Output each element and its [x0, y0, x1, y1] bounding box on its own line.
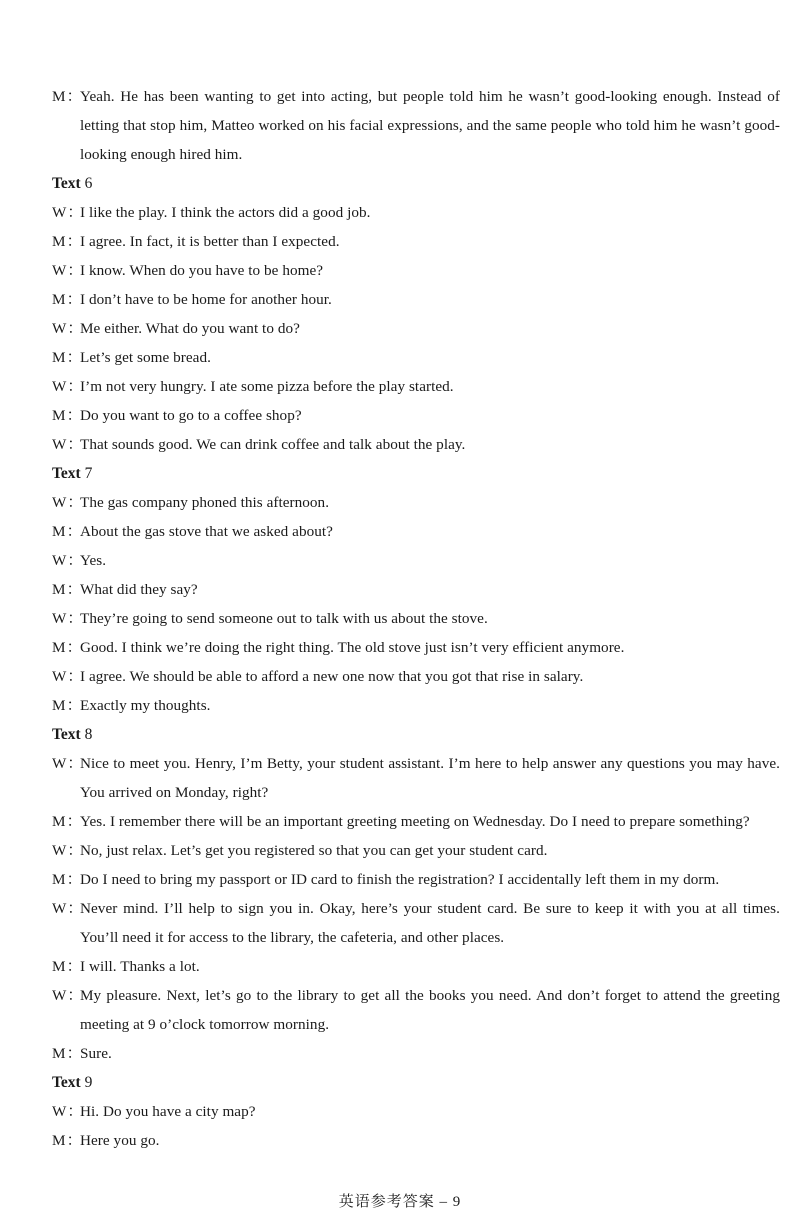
dialogue-line — [52, 662, 780, 691]
dialogue-text: The gas company phoned this afternoon. — [80, 494, 330, 511]
section-heading-number: 9 — [84, 1074, 93, 1091]
dialogue-line — [52, 372, 780, 401]
section-heading — [52, 720, 780, 749]
speaker-name: M — [52, 233, 66, 250]
speaker-label — [52, 285, 82, 314]
speaker-name: M — [52, 581, 66, 598]
dialogue-text: I agree. In fact, it is better than I expected. — [80, 233, 340, 250]
speaker-separator: ： — [67, 987, 83, 1004]
speaker-name: M — [52, 813, 66, 830]
speaker-label — [52, 401, 82, 430]
speaker-separator: ： — [66, 1132, 82, 1149]
dialogue-text: Here you go. — [80, 1132, 160, 1149]
section-heading-number: 7 — [84, 465, 93, 482]
speaker-label — [52, 227, 82, 256]
speaker-separator: ： — [67, 262, 83, 279]
dialogue-text: Nice to meet you. Henry, I’m Betty, your student assistant. I’m here to help answer any questions you may have. You arrived on Monday, right? — [80, 755, 780, 801]
dialogue-text: I agree. We should be able to afford a new one now that you got that rise in salary. — [80, 668, 584, 685]
speaker-label — [52, 865, 82, 894]
speaker-label — [52, 430, 83, 459]
section-heading-number: 8 — [84, 726, 93, 743]
dialogue-line — [52, 488, 780, 517]
dialogue-line — [52, 981, 780, 1039]
dialogue-line — [52, 227, 780, 256]
dialogue-text: Yeah. He has been wanting to get into acting, but people told him he wasn’t good-looking enough. Instead of letting that stop him, Matteo worked on his facial expressions, and the same people who told him he wasn’t good-looking enough hired him. — [80, 88, 780, 163]
dialogue-text: Yes. — [80, 552, 107, 569]
dialogue-line — [52, 604, 780, 633]
speaker-separator: ： — [67, 900, 83, 917]
dialogue-text: I’m not very hungry. I ate some pizza before the play started. — [80, 378, 454, 395]
speaker-separator: ： — [66, 349, 82, 366]
speaker-name: M — [52, 1132, 66, 1149]
speaker-name: W — [52, 552, 67, 569]
speaker-separator: ： — [67, 320, 83, 337]
dialogue-line — [52, 952, 780, 981]
speaker-label — [52, 256, 83, 285]
speaker-name: M — [52, 88, 66, 105]
speaker-separator: ： — [66, 1045, 82, 1062]
speaker-separator: ： — [66, 813, 82, 830]
dialogue-line — [52, 546, 780, 575]
section-heading — [52, 169, 780, 198]
speaker-label — [52, 952, 82, 981]
speaker-separator: ： — [66, 523, 82, 540]
dialogue-line — [52, 285, 780, 314]
speaker-separator: ： — [67, 552, 83, 569]
dialogue-text: They’re going to send someone out to talk with us about the stove. — [80, 610, 488, 627]
section-heading — [52, 459, 780, 488]
dialogue-text: Exactly my thoughts. — [80, 697, 211, 714]
speaker-separator: ： — [67, 842, 83, 859]
speaker-label — [52, 1097, 83, 1126]
dialogue-line — [52, 314, 780, 343]
speaker-name: W — [52, 262, 67, 279]
speaker-label — [52, 1039, 82, 1068]
speaker-label — [52, 981, 83, 1010]
speaker-name: M — [52, 523, 66, 540]
speaker-separator: ： — [66, 581, 82, 598]
dialogue-text: I don’t have to be home for another hour. — [80, 291, 332, 308]
section-heading-label: Text — [52, 175, 81, 192]
dialogue-text: I will. Thanks a lot. — [80, 958, 200, 975]
speaker-name: M — [52, 349, 66, 366]
dialogue-line — [52, 807, 780, 836]
speaker-name: M — [52, 639, 66, 656]
dialogue-text: Do I need to bring my passport or ID card to finish the registration? I accidentally left them in my dorm. — [80, 871, 720, 888]
speaker-separator: ： — [66, 88, 82, 105]
speaker-name: W — [52, 320, 67, 337]
speaker-label — [52, 604, 83, 633]
speaker-name: W — [52, 1103, 67, 1120]
speaker-label — [52, 633, 82, 662]
speaker-separator: ： — [66, 233, 82, 250]
dialogue-text: What did they say? — [80, 581, 198, 598]
dialogue-text: Yes. I remember there will be an important greeting meeting on Wednesday. Do I need to prepare something? — [80, 813, 750, 830]
section-heading-label: Text — [52, 465, 81, 482]
dialogue-line — [52, 836, 780, 865]
speaker-separator: ： — [66, 958, 82, 975]
section-heading — [52, 1068, 780, 1097]
speaker-name: W — [52, 755, 67, 772]
speaker-name: M — [52, 958, 66, 975]
speaker-name: W — [52, 610, 67, 627]
dialogue-text: Me either. What do you want to do? — [80, 320, 300, 337]
speaker-name: M — [52, 291, 66, 308]
dialogue-text: Do you want to go to a coffee shop? — [80, 407, 302, 424]
speaker-name: W — [52, 668, 67, 685]
speaker-label — [52, 517, 82, 546]
speaker-label — [52, 894, 83, 923]
speaker-name: M — [52, 1045, 66, 1062]
speaker-label — [52, 1126, 82, 1155]
speaker-name: W — [52, 987, 67, 1004]
speaker-label — [52, 546, 83, 575]
speaker-label — [52, 372, 83, 401]
dialogue-line — [52, 401, 780, 430]
dialogue-line — [52, 633, 780, 662]
speaker-name: W — [52, 494, 67, 511]
dialogue-line — [52, 198, 780, 227]
speaker-separator: ： — [67, 204, 83, 221]
speaker-name: W — [52, 378, 67, 395]
dialogue-text: I know. When do you have to be home? — [80, 262, 324, 279]
speaker-separator: ： — [67, 610, 83, 627]
speaker-label — [52, 314, 83, 343]
speaker-label — [52, 691, 82, 720]
dialogue-line — [52, 749, 780, 807]
speaker-label — [52, 749, 83, 778]
speaker-name: M — [52, 407, 66, 424]
speaker-name: M — [52, 697, 66, 714]
speaker-separator: ： — [67, 1103, 83, 1120]
dialogue-text: Let’s get some bread. — [80, 349, 211, 366]
speaker-label — [52, 82, 82, 111]
section-heading-label: Text — [52, 726, 81, 743]
dialogue-line — [52, 865, 780, 894]
dialogue-line — [52, 82, 780, 169]
speaker-separator: ： — [66, 697, 82, 714]
dialogue-text: That sounds good. We can drink coffee and talk about the play. — [80, 436, 466, 453]
speaker-separator: ： — [67, 436, 83, 453]
dialogue-text: Hi. Do you have a city map? — [80, 1103, 256, 1120]
dialogue-line — [52, 1126, 780, 1155]
dialogue-line — [52, 1097, 780, 1126]
dialogue-text: I like the play. I think the actors did a good job. — [80, 204, 371, 221]
speaker-separator: ： — [67, 494, 83, 511]
speaker-separator: ： — [67, 668, 83, 685]
speaker-label — [52, 343, 82, 372]
dialogue-line — [52, 894, 780, 952]
speaker-label — [52, 575, 82, 604]
dialogue-text: My pleasure. Next, let’s go to the library to get all the books you need. And don’t forget to attend the greeting meeting at 9 o’clock tomorrow morning. — [80, 987, 780, 1033]
dialogue-line — [52, 430, 780, 459]
speaker-label — [52, 836, 83, 865]
dialogue-text: Good. I think we’re doing the right thing. The old stove just isn’t very efficient anymore. — [80, 639, 625, 656]
speaker-separator: ： — [67, 755, 83, 772]
speaker-name: M — [52, 871, 66, 888]
speaker-separator: ： — [67, 378, 83, 395]
speaker-separator: ： — [66, 291, 82, 308]
dialogue-line — [52, 256, 780, 285]
speaker-separator: ： — [66, 639, 82, 656]
dialogue-line — [52, 517, 780, 546]
speaker-label — [52, 488, 83, 517]
speaker-name: W — [52, 842, 67, 859]
dialogue-text: No, just relax. Let’s get you registered so that you can get your student card. — [80, 842, 548, 859]
section-heading-number: 6 — [84, 175, 93, 192]
transcript-content — [52, 82, 780, 1155]
page-footer: 英语参考答案 – 9 — [338, 1194, 462, 1210]
dialogue-text: Sure. — [80, 1045, 112, 1062]
speaker-label — [52, 198, 83, 227]
dialogue-text: Never mind. I’ll help to sign you in. Okay, here’s your student card. Be sure to keep it with you at all times. You’ll need it for access to the library, the cafeteria, and other places. — [80, 900, 780, 946]
speaker-separator: ： — [66, 871, 82, 888]
dialogue-line — [52, 343, 780, 372]
dialogue-line — [52, 1039, 780, 1068]
dialogue-text: About the gas stove that we asked about? — [80, 523, 333, 540]
dialogue-line — [52, 575, 780, 604]
speaker-name: W — [52, 204, 67, 221]
speaker-separator: ： — [66, 407, 82, 424]
speaker-label — [52, 807, 82, 836]
dialogue-line — [52, 691, 780, 720]
section-heading-label: Text — [52, 1074, 81, 1091]
speaker-label — [52, 662, 83, 691]
speaker-name: W — [52, 436, 67, 453]
speaker-name: W — [52, 900, 67, 917]
